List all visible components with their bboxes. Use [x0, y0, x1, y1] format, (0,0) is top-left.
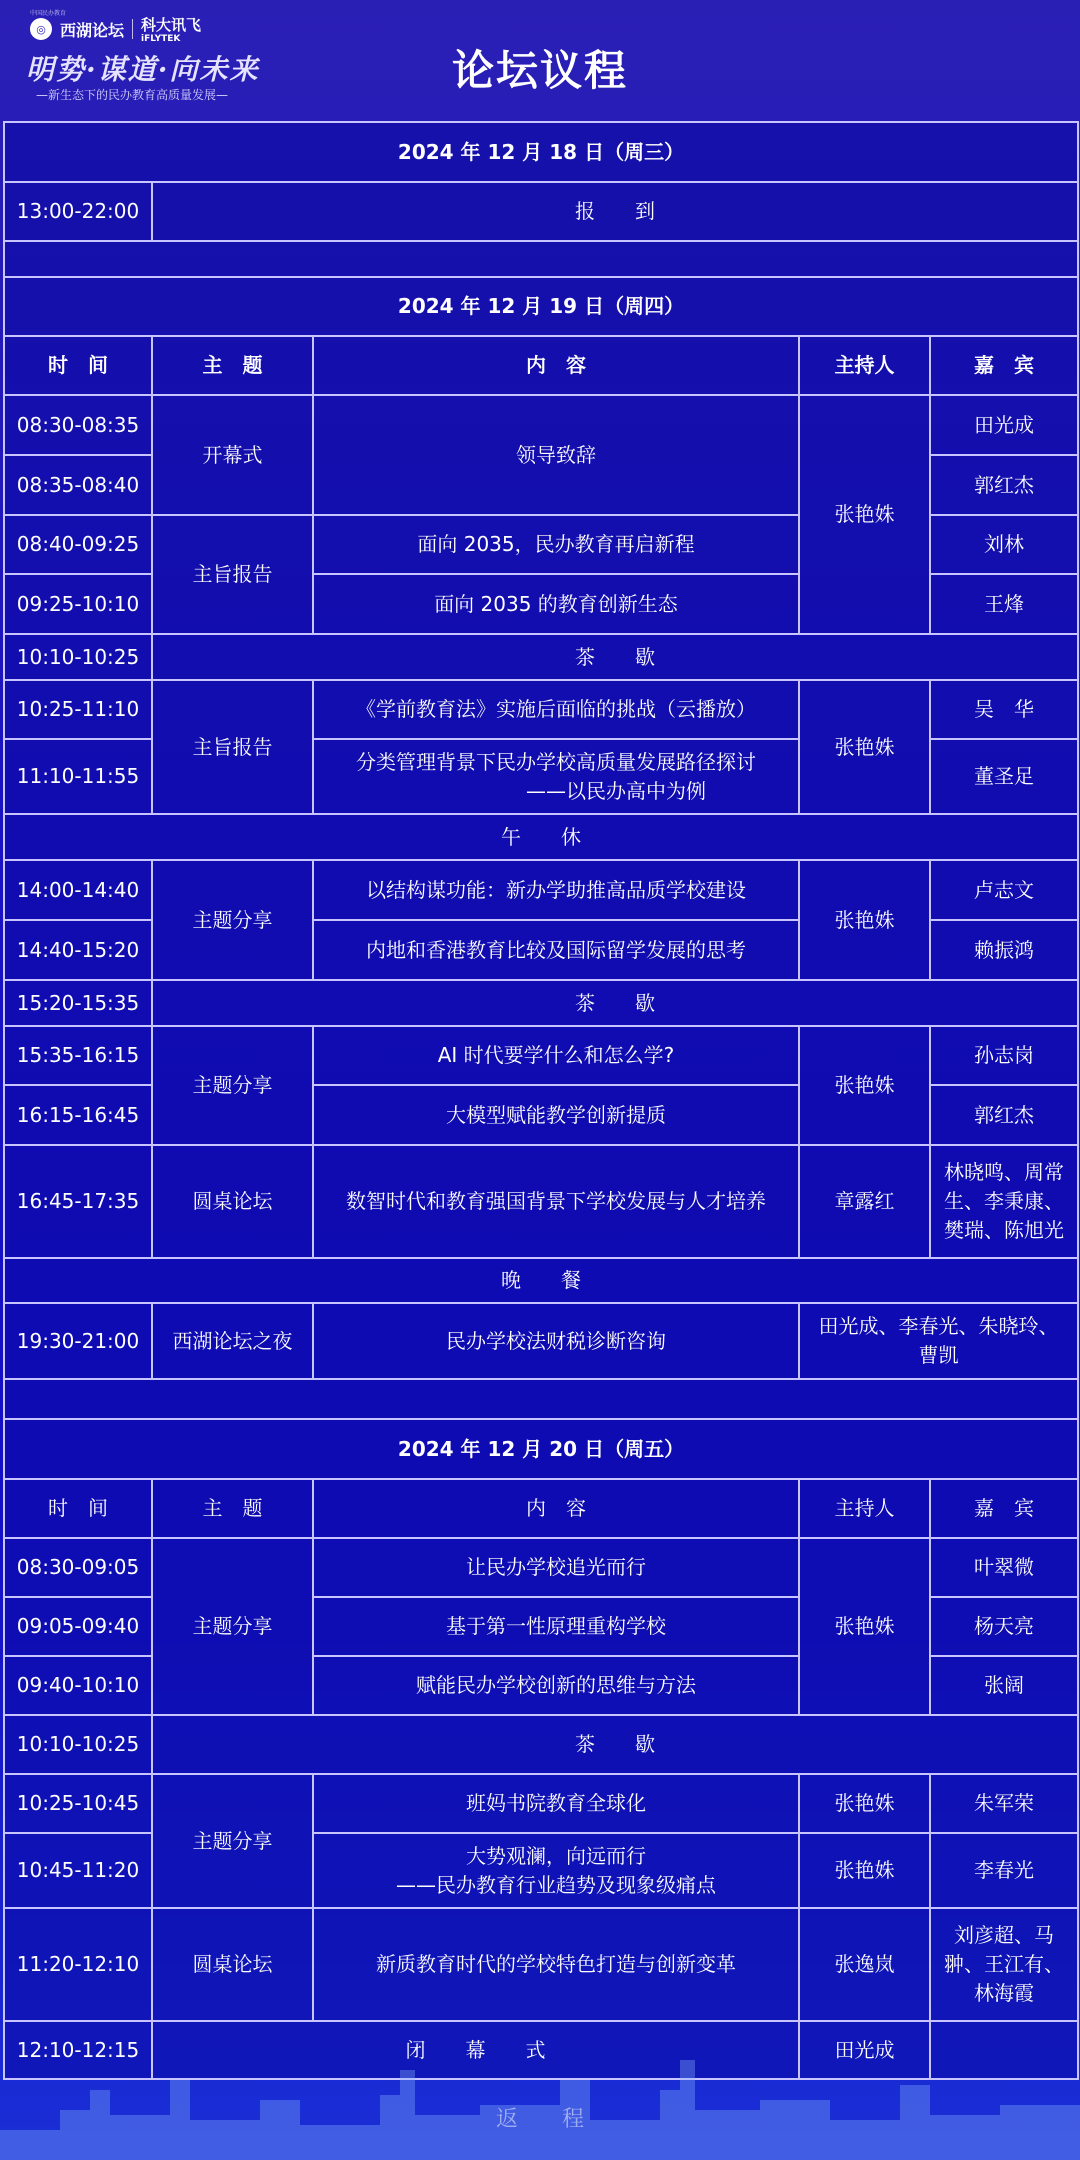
content-cell: 大模型赋能教学创新提质	[313, 1085, 799, 1145]
column-header-host: 主持人	[799, 336, 930, 395]
host-line: 曹凯	[918, 1343, 959, 1367]
time-cell: 09:05-09:40	[4, 1597, 152, 1656]
topic-cell: 主题分享	[152, 1026, 313, 1145]
time-cell: 08:30-09:05	[4, 1538, 152, 1597]
page-title: 论坛议程	[451, 46, 628, 95]
host-cell: 张逸岚	[799, 1908, 930, 2021]
host-cell: 章露红	[799, 1145, 930, 1258]
guest-cell: 吴 华	[930, 680, 1078, 739]
host-cell: 田光成	[799, 2021, 930, 2079]
time-cell: 16:15-16:45	[4, 1085, 152, 1145]
spacer-row	[4, 241, 1078, 277]
registration-cell: 报 到	[152, 182, 1078, 241]
guest-cell: 叶翠微	[930, 1538, 1078, 1597]
content-cell: 新质教育时代的学校特色打造与创新变革	[313, 1908, 799, 2021]
time-cell: 08:35-08:40	[4, 455, 152, 515]
column-header-time: 时 间	[4, 1479, 152, 1538]
host-cell: 张艳姝	[799, 1026, 930, 1145]
guest-line: 翀、王江有、	[944, 1952, 1064, 1976]
time-cell: 10:45-11:20	[4, 1833, 152, 1908]
guest-cell: 刘林	[930, 515, 1078, 574]
content-line: 分类管理背景下民办学校高质量发展路径探讨	[356, 749, 756, 774]
partner-logo-cn: 科大讯飞	[141, 16, 202, 34]
host-cell: 张艳姝	[799, 680, 930, 814]
column-header-guest: 嘉 宾	[930, 336, 1078, 395]
topic-cell: 主题分享	[152, 1538, 313, 1715]
time-cell: 15:35-16:15	[4, 1026, 152, 1085]
guest-cell: 杨天亮	[930, 1597, 1078, 1656]
forum-logo-icon: ◎	[30, 18, 52, 40]
guest-cell: 卢志文	[930, 860, 1078, 920]
city-skyline-decoration	[0, 2020, 1080, 2160]
guest-cell: 王烽	[930, 574, 1078, 634]
topic-cell: 西湖论坛之夜	[152, 1303, 313, 1379]
column-header-guest: 嘉 宾	[930, 1479, 1078, 1538]
header	[0, 0, 1080, 118]
tea-break-cell: 茶 歇	[152, 1715, 1078, 1774]
guest-line: 林晓鸣、周常	[944, 1160, 1064, 1184]
date-header-day1: 2024 年 12 月 18 日（周三）	[4, 122, 1078, 182]
content-cell: 民办学校法财税诊断咨询	[313, 1303, 799, 1379]
time-cell: 09:25-10:10	[4, 574, 152, 634]
column-header-content: 内 容	[313, 336, 799, 395]
guest-cell: 孙志岗	[930, 1026, 1078, 1085]
content-cell: 以结构谋功能：新办学助推高品质学校建设	[313, 860, 799, 920]
dinner-cell: 晚 餐	[4, 1258, 1078, 1303]
guest-cell: 董圣足	[930, 739, 1078, 814]
guest-cell	[930, 1145, 1078, 1258]
time-cell: 08:40-09:25	[4, 515, 152, 574]
column-header-time: 时 间	[4, 336, 152, 395]
host-cell: 张艳姝	[799, 1538, 930, 1715]
date-header-day3: 2024 年 12 月 20 日（周五）	[4, 1419, 1078, 1479]
content-cell: 基于第一性原理重构学校	[313, 1597, 799, 1656]
host-guest-cell	[799, 1303, 1078, 1379]
time-cell: 19:30-21:00	[4, 1303, 152, 1379]
guest-cell: 朱军荣	[930, 1774, 1078, 1833]
topic-cell: 开幕式	[152, 395, 313, 515]
host-cell: 张艳姝	[799, 1833, 930, 1908]
content-cell	[313, 739, 799, 814]
forum-logo-text: 西湖论坛	[60, 20, 125, 40]
time-cell: 15:20-15:35	[4, 980, 152, 1026]
content-cell: 内地和香港教育比较及国际留学发展的思考	[313, 920, 799, 980]
topic-cell: 圆桌论坛	[152, 1908, 313, 2021]
guest-cell: 李春光	[930, 1833, 1078, 1908]
content-line: ——民办教育行业趋势及现象级痛点	[396, 1872, 716, 1897]
slogan-subtitle: —新生态下的民办教育高质量发展—	[36, 88, 229, 102]
guest-cell: 赖振鸿	[930, 920, 1078, 980]
logo-divider	[132, 19, 133, 39]
time-cell: 12:10-12:15	[4, 2021, 152, 2079]
content-cell: 班妈书院教育全球化	[313, 1774, 799, 1833]
return-trip-label: 返 程	[495, 2107, 584, 2132]
guest-cell: 郭红杰	[930, 455, 1078, 515]
content-cell: 数智时代和教育强国背景下学校发展与人才培养	[313, 1145, 799, 1258]
slogan: 明势·谋道·向未来	[26, 53, 260, 86]
host-cell: 张艳姝	[799, 860, 930, 980]
tea-break-cell: 茶 歇	[152, 634, 1078, 680]
content-cell	[313, 1833, 799, 1908]
content-cell: 领导致辞	[313, 395, 799, 515]
time-cell: 08:30-08:35	[4, 395, 152, 455]
column-header-host: 主持人	[799, 1479, 930, 1538]
logo-caption: 中国民办教育	[30, 10, 67, 17]
lunch-break-cell: 午 休	[4, 814, 1078, 860]
guest-cell: 郭红杰	[930, 1085, 1078, 1145]
content-cell: 赋能民办学校创新的思维与方法	[313, 1656, 799, 1715]
content-line: ——以民办高中为例	[526, 778, 706, 803]
time-cell: 10:25-11:10	[4, 680, 152, 739]
host-cell: 张艳姝	[799, 395, 930, 634]
guest-line: 林海霞	[974, 1981, 1034, 2005]
time-cell: 10:25-10:45	[4, 1774, 152, 1833]
host-cell: 张艳姝	[799, 1774, 930, 1833]
content-line: 大势观澜，向远而行	[466, 1843, 646, 1868]
guest-line: 生、李秉康、	[944, 1189, 1064, 1213]
guest-cell	[930, 1908, 1078, 2021]
guest-line: 刘彦超、马	[954, 1923, 1054, 1947]
content-cell: 面向 2035，民办教育再启新程	[313, 515, 799, 574]
topic-cell: 主旨报告	[152, 680, 313, 814]
topic-cell: 主旨报告	[152, 515, 313, 634]
content-cell: AI 时代要学什么和怎么学?	[313, 1026, 799, 1085]
tea-break-cell: 茶 歇	[152, 980, 1078, 1026]
guest-cell: 张阔	[930, 1656, 1078, 1715]
date-header-day2: 2024 年 12 月 19 日（周四）	[4, 277, 1078, 336]
agenda-table	[3, 121, 1079, 2080]
topic-cell: 圆桌论坛	[152, 1145, 313, 1258]
content-cell: 让民办学校追光而行	[313, 1538, 799, 1597]
guest-cell: 田光成	[930, 395, 1078, 455]
time-cell: 16:45-17:35	[4, 1145, 152, 1258]
topic-cell: 主题分享	[152, 1774, 313, 1908]
column-header-topic: 主 题	[152, 1479, 313, 1538]
topic-cell: 主题分享	[152, 860, 313, 980]
time-cell: 14:00-14:40	[4, 860, 152, 920]
column-header-content: 内 容	[313, 1479, 799, 1538]
host-line: 田光成、李春光、朱晓玲、	[818, 1314, 1059, 1338]
time-cell: 10:10-10:25	[4, 1715, 152, 1774]
time-cell: 11:20-12:10	[4, 1908, 152, 2021]
content-cell: 面向 2035 的教育创新生态	[313, 574, 799, 634]
column-header-topic: 主 题	[152, 336, 313, 395]
time-cell: 10:10-10:25	[4, 634, 152, 680]
time-cell: 13:00-22:00	[4, 182, 152, 241]
time-cell: 14:40-15:20	[4, 920, 152, 980]
guest-line: 樊瑞、陈旭光	[944, 1218, 1064, 1242]
closing-ceremony-cell: 闭 幕 式	[152, 2021, 799, 2079]
time-cell: 11:10-11:55	[4, 739, 152, 814]
content-cell: 《学前教育法》实施后面临的挑战（云播放）	[313, 680, 799, 739]
partner-logo-en: iFLYTEK	[141, 34, 181, 44]
time-cell: 09:40-10:10	[4, 1656, 152, 1715]
spacer-row	[4, 1379, 1078, 1419]
